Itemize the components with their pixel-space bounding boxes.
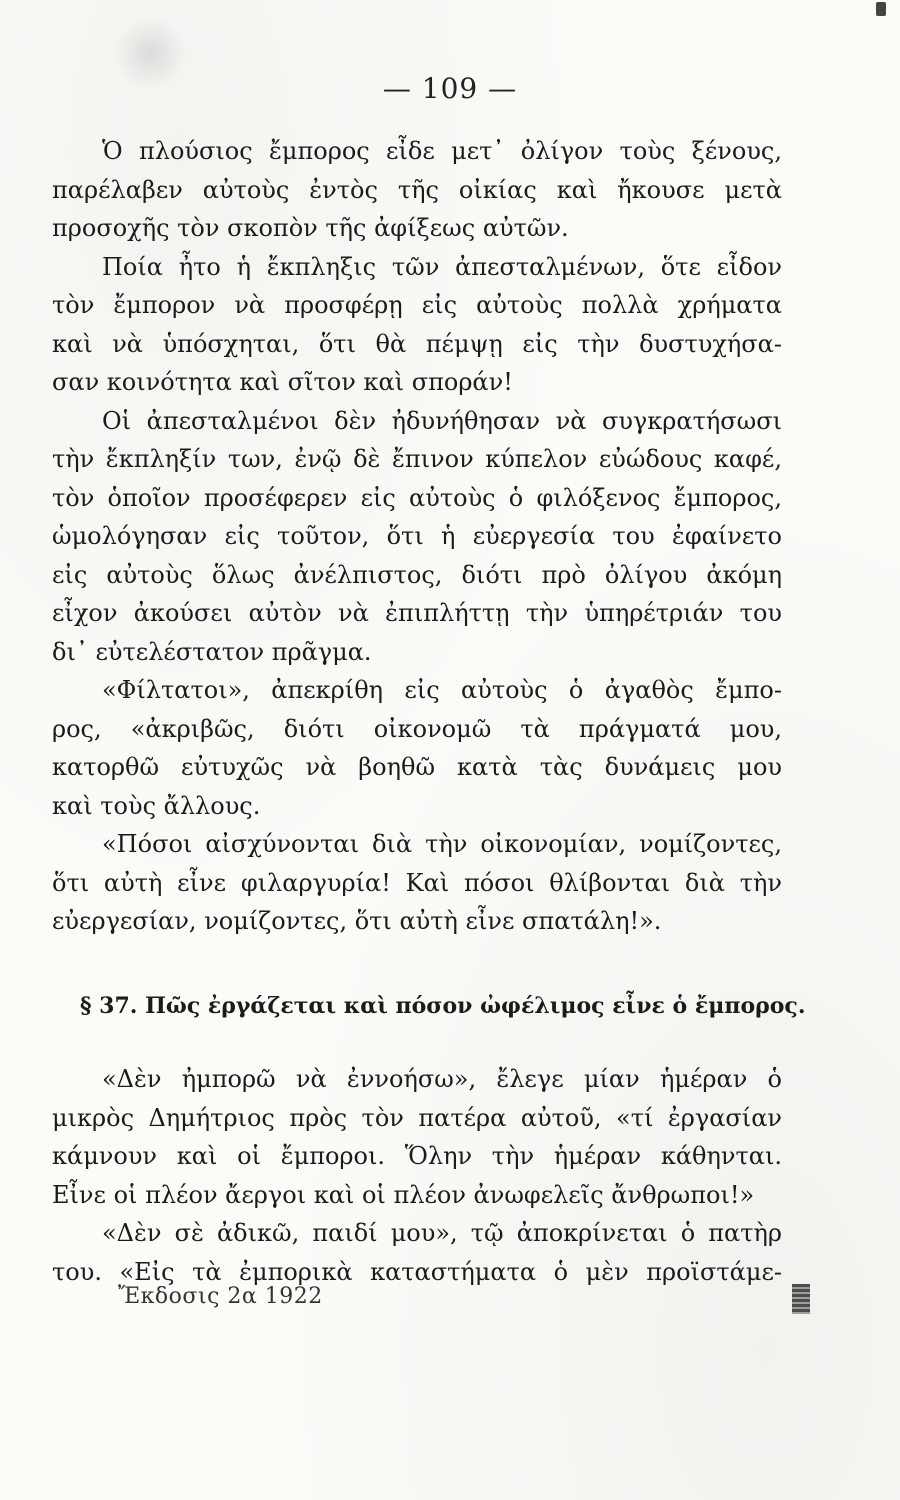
text-line: ὅτι αὐτὴ εἶνε φιλαργυρία! Καὶ πόσοι θλίβονται διὰ τὴν	[52, 868, 782, 897]
text-line: κάμνουν καὶ οἱ ἔμποροι. Ὅλην τὴν ἡμέραν κάθηνται.	[52, 1142, 782, 1170]
text-line: σαν κοινότητα καὶ σῖτον καὶ σποράν!	[52, 368, 513, 396]
text-line: παρέλαβεν αὐτοὺς ἐντὸς τῆς οἰκίας καὶ ἤκουσε μετὰ	[52, 175, 782, 204]
printer-mark	[792, 1284, 810, 1314]
text-line: εἰς αὐτοὺς ὅλως ἀνέλπιστος, διότι πρὸ ὀλίγου ἀκόμη	[52, 560, 782, 589]
text-line: μικρὸς Δημήτριος πρὸς τὸν πατέρα αὐτοῦ, «τί ἐργασίαν	[52, 1103, 782, 1132]
text-line: κατορθῶ εὐτυχῶς νὰ βοηθῶ κατὰ τὰς δυνάμεις μου	[52, 753, 782, 781]
text-line: του. «Εἰς τὰ ἐμπορικὰ καταστήματα ὁ μὲν προϊστάμε-	[52, 1257, 782, 1286]
body-text-top	[52, 132, 782, 941]
text-line: εὐεργεσίαν, νομίζοντες, ὅτι αὐτὴ εἶνε σπατάλη!».	[52, 907, 662, 935]
text-line: ρος, «ἀκριβῶς, διότι οἰκονομῶ τὰ πράγματά μου,	[52, 714, 782, 743]
text-line: τὸν ἔμπορον νὰ προσφέρῃ εἰς αὐτοὺς πολλὰ χρήματα	[52, 291, 782, 319]
text-line: Ποία ἦτο ἡ ἔκπληξις τῶν ἀπεσταλμένων, ὅτε εἶδον	[102, 252, 782, 281]
text-line: «Φίλτατοι», ἀπεκρίθη εἰς αὐτοὺς ὁ ἀγαθὸς ἔμπο-	[102, 676, 782, 704]
text-line: προσοχῆς τὸν σκοπὸν τῆς ἀφίξεως αὐτῶν.	[52, 214, 569, 242]
page-number: — 109 —	[382, 72, 518, 105]
text-line: «Πόσοι αἰσχύνονται διὰ τὴν οἰκονομίαν, νομίζοντες,	[102, 830, 782, 858]
text-line: «Δὲν ἠμπορῶ νὰ ἐννοήσω», ἔλεγε μίαν ἡμέραν ὁ	[102, 1065, 782, 1093]
text-line: Εἶνε οἱ πλέον ἄεργοι καὶ οἱ πλέον ἀνωφελεῖς ἄνθρωποι!»	[52, 1180, 755, 1209]
text-line: καὶ νὰ ὑπόσχηται, ὅτι θὰ πέμψῃ εἰς τὴν δυστυχήσα-	[52, 329, 782, 358]
text-line: Οἱ ἀπεσταλμένοι δὲν ἠδυνήθησαν νὰ συγκρατήσωσι	[102, 406, 782, 435]
text-line: «Δὲν σὲ ἀδικῶ, παιδί μου», τῷ ἀποκρίνεται ὁ πατὴρ	[102, 1219, 782, 1247]
section-heading: § 37. Πῶς ἐργάζεται καὶ πόσον ὠφέλιμος εἶνε ὁ ἔμπορος.	[80, 993, 806, 1019]
corner-mark	[876, 2, 886, 16]
body-text-bottom	[52, 1060, 782, 1291]
text-line: καὶ τοὺς ἄλλους.	[52, 791, 261, 820]
text-line: εἶχον ἀκούσει αὐτὸν νὰ ἐπιπλήττῃ τὴν ὑπηρέτριάν του	[52, 599, 782, 627]
text-line: δι᾽ εὐτελέστατον πρᾶγμα.	[52, 637, 372, 666]
text-line: τὸν ὁποῖον προσέφερεν εἰς αὐτοὺς ὁ φιλόξενος ἔμπορος,	[52, 483, 782, 512]
text-line: ὡμολόγησαν εἰς τοῦτον, ὅτι ἡ εὐεργεσία του ἐφαίνετο	[52, 522, 782, 550]
print-edition-note: Ἔκδοσις 2α 1922	[118, 1284, 323, 1309]
text-line: τὴν ἔκπληξίν των, ἐνῷ δὲ ἔπινον κύπελον εὐώδους καφέ,	[52, 445, 782, 473]
text-line: Ὁ πλούσιος ἔμπορος εἶδε μετ᾽ ὀλίγον τοὺς ξένους,	[102, 137, 782, 165]
